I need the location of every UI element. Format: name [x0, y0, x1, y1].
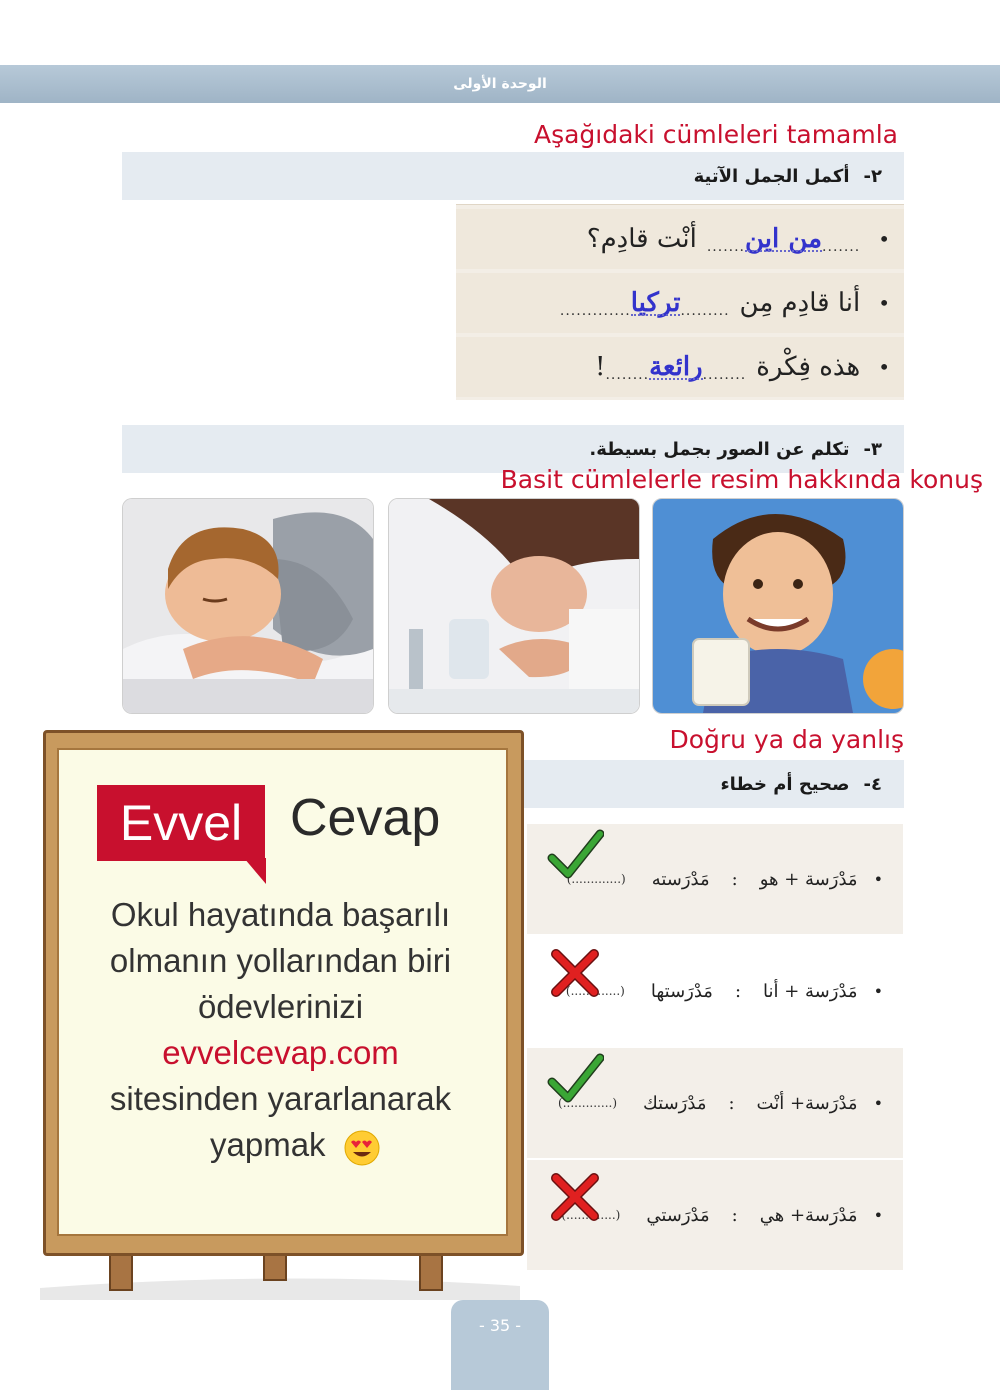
section2-title-bar	[122, 152, 904, 200]
section2-translation: Aşağıdaki cümleleri tamamla	[533, 120, 898, 149]
page-number: - 35 -	[478, 1316, 522, 1335]
boy-milk-illustration	[653, 499, 903, 713]
brand-logo-box	[97, 785, 265, 861]
heart-eyes-emoji-icon	[344, 1130, 380, 1166]
fill-row-3: • هذه فِكْرة ........ رائعة ........ !	[456, 337, 904, 397]
page-number-tab	[451, 1300, 549, 1390]
brand-right: Cevap	[290, 789, 441, 847]
fill-row-1: • ....... من اين ....... أنْت قادِم؟	[456, 209, 904, 269]
section4-translation: Doğru ya da yanlış	[669, 725, 904, 754]
promo-line-1: Okul hayatında başarılı	[110, 896, 451, 933]
promo-line-6: yapmak	[210, 1126, 326, 1163]
fill-exclamation: !	[595, 352, 606, 382]
fill-text-3: هذه فِكْرة	[756, 352, 861, 382]
promo-line-3: ödevlerinizi	[197, 988, 364, 1025]
section4-title-bar	[520, 760, 904, 808]
photo-washing-face	[388, 498, 640, 714]
speech-tail-icon	[244, 858, 268, 886]
fill-text-2: أنا قادِم مِن	[739, 288, 861, 318]
brand-left: Evvel	[119, 795, 243, 851]
sleeping-boy-illustration	[123, 499, 373, 713]
unit-title: الوحدة الأولى	[453, 76, 547, 92]
promo-link[interactable]: evvelcevap.com	[162, 1034, 399, 1071]
section3-number: ٣-	[863, 438, 882, 460]
tf-row-1: • مَدْرَسة + هو : مَدْرَسته (.............)	[527, 824, 903, 934]
unit-header	[0, 65, 1000, 103]
promo-line-5: sitesinden yararlanarak	[109, 1080, 452, 1117]
check-icon	[546, 1052, 604, 1106]
fill-answer-3: رائعة	[649, 352, 703, 382]
tf-row-2: • مَدْرَسة + أنا : مَدْرَستها (.............)	[527, 936, 903, 1046]
section2-title: أكمل الجمل الآتية	[693, 165, 850, 187]
cross-icon	[546, 946, 604, 1000]
section4-number: ٤-	[863, 773, 882, 795]
section4-title: صحيح أم خطاء	[720, 773, 850, 795]
tf-row-3: • مَدْرَسة+ أنْت : مَدْرَستك (.............)	[527, 1048, 903, 1158]
section3-translation: Basit cümlelerle resim hakkında konuş	[500, 465, 983, 494]
washing-face-illustration	[389, 499, 639, 713]
cross-icon	[546, 1170, 604, 1224]
fill-text-1: أنْت قادِم؟	[586, 224, 697, 254]
tf-row-4: • مَدْرَسة+ هي : مَدْرَستي (.............)	[527, 1160, 903, 1270]
fill-answer-2: تركيا	[630, 288, 681, 318]
fill-in-box	[456, 204, 904, 400]
section3-title: تكلم عن الصور بجمل بسيطة.	[589, 438, 850, 460]
fill-answer-1: من اين	[745, 224, 823, 254]
section2-number: ٢-	[863, 165, 882, 187]
fill-row-2: • أنا قادِم مِن ......... تركيا .............	[456, 273, 904, 333]
photo-sleeping-boy	[122, 498, 374, 714]
promo-line-2: olmanın yollarından biri	[109, 942, 452, 979]
photo-boy-milk	[652, 498, 904, 714]
check-icon	[546, 828, 604, 882]
